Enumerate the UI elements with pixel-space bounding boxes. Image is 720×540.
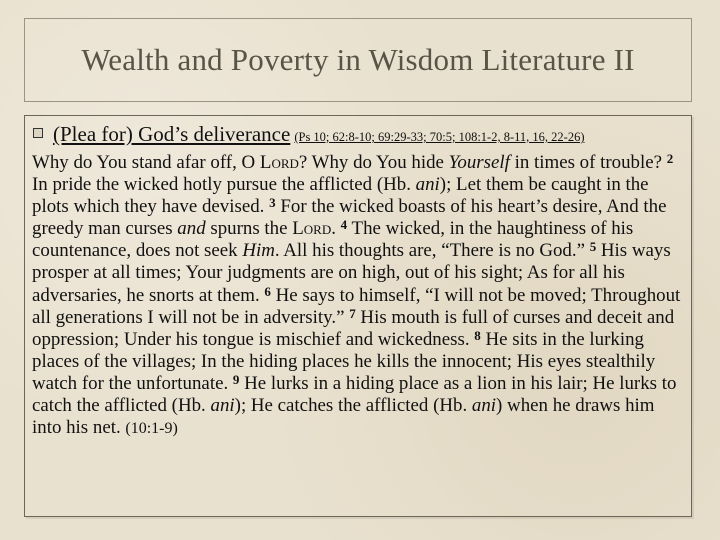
verse-citation: (10:1-9) [125, 420, 178, 438]
hebrew-term: ani [415, 174, 440, 196]
passage-segment: in times of trouble? [509, 152, 667, 173]
hebrew-term: ani [471, 395, 497, 417]
passage-segment: . [331, 218, 341, 240]
passage-segment: The wicked, in the haughtiness of his countenance, does not seek [32, 218, 634, 262]
verse-number: 5 [589, 239, 597, 255]
passage-segment: spurns the L [205, 218, 304, 240]
passage-segment: ); Let them be caught in the plots which they have devised. [32, 174, 649, 218]
verse-number: 3 [269, 195, 276, 211]
heading-text: (Plea for) God’s deliverance [53, 122, 291, 146]
verse-number: 7 [349, 305, 356, 321]
verse-number: 9 [232, 371, 240, 387]
passage-segment: In pride the wicked hotly pursue the afflicted (Hb. [32, 174, 416, 196]
verse-number: 6 [264, 283, 271, 299]
passage-segment: His ways prosper at all times; Your judgments are on high, out of his sight; As for all his adversaries, he snorts at them. [32, 240, 671, 306]
verse-number: 4 [340, 217, 348, 233]
content-frame [24, 115, 692, 517]
passage-segment: He says to himself, “I will not be moved; Throughout all generations I will not be in adversity.” [32, 284, 681, 328]
lord-small-caps: ord [271, 152, 299, 173]
passage-segment: ? Why do You hide [298, 152, 449, 173]
scripture-references: (Ps 10; 62:8-10; 69:29-33; 70:5; 108:1-2, 8-11, 16, 22-26) [294, 130, 585, 144]
hebrew-term: ani [210, 395, 235, 417]
verse-number: 2 [666, 151, 674, 166]
square-bullet-icon [33, 128, 43, 138]
italic-word: Yourself [448, 152, 510, 173]
passage-segment: He sits in the lurking places of the villages; In the hiding places he kills the innocent; His eyes stealthily watch for the unfortunate. [32, 328, 656, 394]
passage-segment: His mouth is full of curses and deceit and oppression; Under his tongue is mischief and wickedness. [32, 306, 675, 350]
passage-segment: Why do You stand afar off, O L [32, 152, 272, 173]
passage-segment: ); He catches the afflicted (Hb. [234, 395, 472, 417]
bullet-heading [33, 122, 584, 147]
passage-segment: He lurks in a hiding place as a lion in his lair; He lurks to catch the afflicted (Hb. [32, 372, 677, 417]
italic-word: Him [242, 240, 275, 262]
psalm-passage [32, 152, 686, 440]
title-frame [24, 18, 692, 102]
passage-segment: For the wicked boasts of his heart’s desire, And the greedy man curses [32, 196, 667, 240]
passage-segment: ) when he draws him into his net. [32, 395, 655, 439]
passage-segment: . All his thoughts are, “There is no God.” [274, 240, 590, 262]
italic-word: and [177, 218, 206, 240]
slide-title: Wealth and Poverty in Wisdom Literature II [81, 42, 635, 77]
verse-number: 8 [474, 327, 481, 343]
lord-small-caps: ord [303, 218, 332, 240]
